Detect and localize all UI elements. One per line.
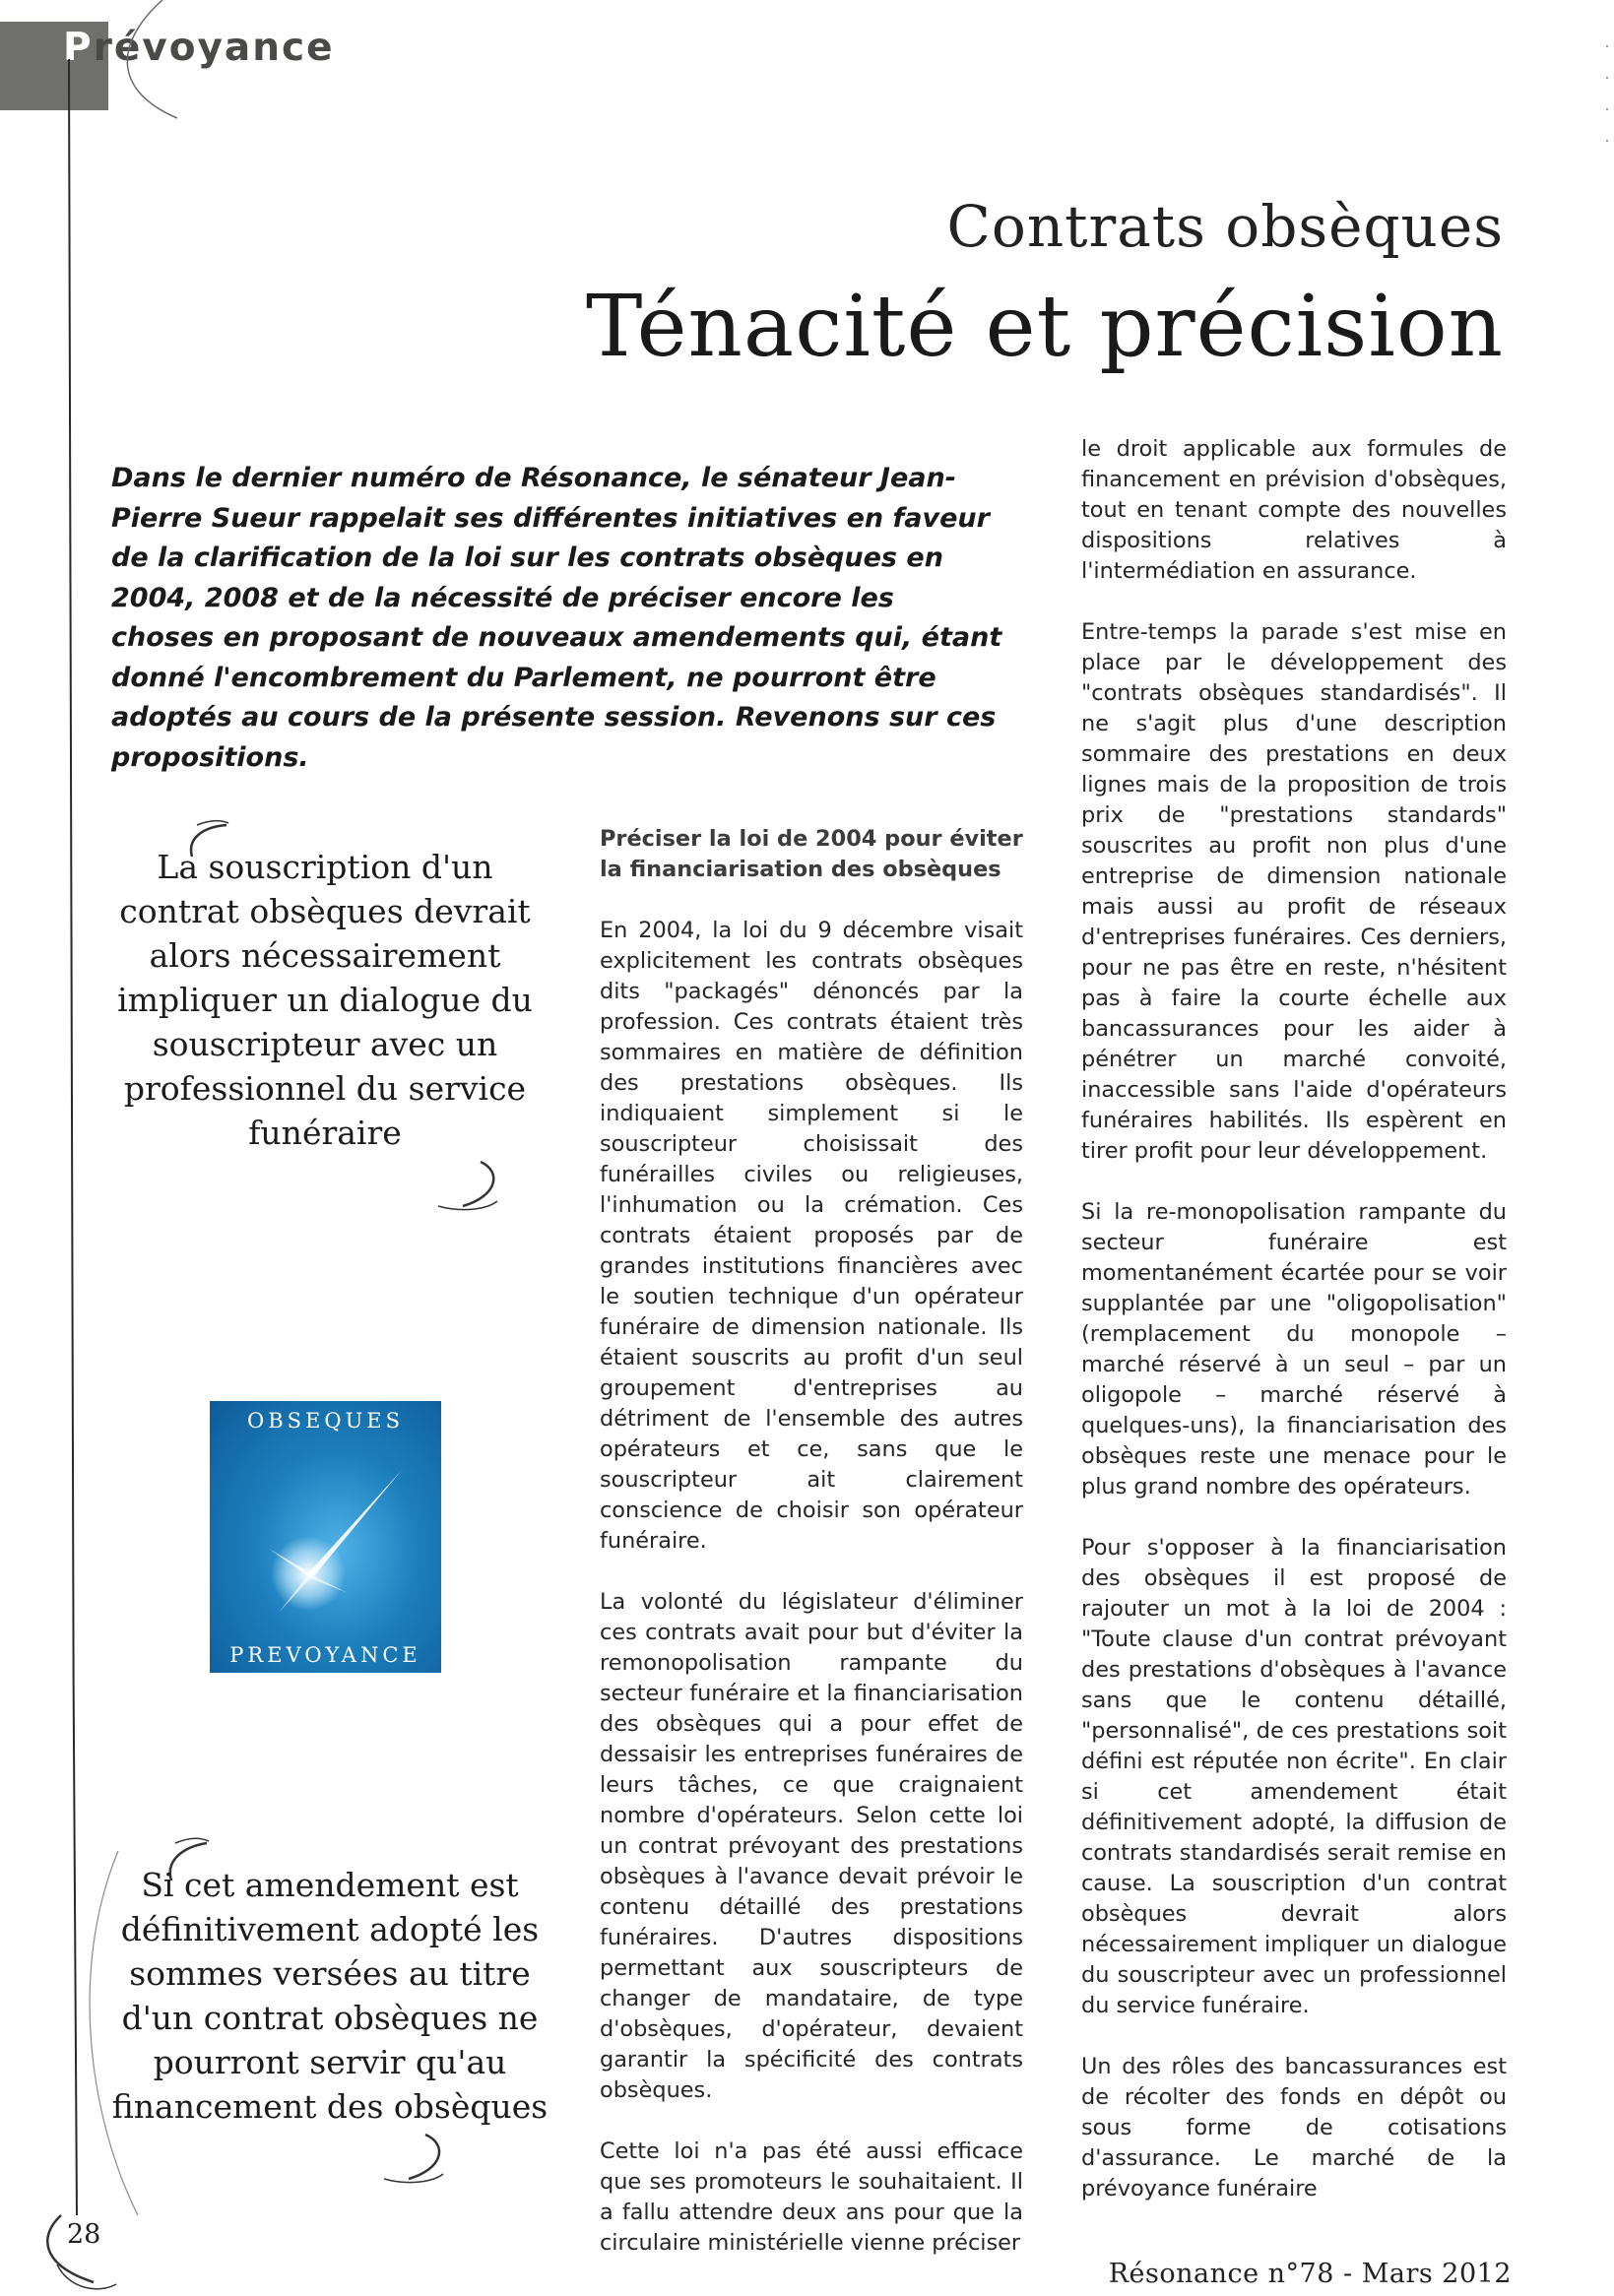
page-number: 28	[67, 2219, 101, 2250]
column-right	[1081, 434, 1507, 2235]
article-title: Ténacité et précision	[585, 278, 1504, 376]
star-burst-icon	[210, 1401, 441, 1673]
section-title	[63, 26, 335, 70]
logo-bottom-text: PREVOYANCE	[229, 1643, 421, 1667]
article-kicker: Contrats obsèques	[946, 193, 1504, 260]
publication-footer: Résonance n°78 - Mars 2012	[1108, 2259, 1512, 2289]
column-right-paragraph-3: Si la re-monopolisation rampante du secteur funéraire est momentanément écartée pour se voir supplantée par une "oligopolisation" (remplacement du monopole – marché réservé à un seul – par un oligopole – marché réservé à quelques-uns), la financiarisation des obsèques reste une menace pour le plus grand nombre des opérateurs.	[1081, 1199, 1507, 1499]
column-middle-paragraph-3: Cette loi n'a pas été aussi efficace que ses promoteurs le souhaitaient. Il a fallu attendre deux ans pour que la circulaire ministérielle vienne préciser	[600, 2138, 1023, 2256]
column-middle	[600, 824, 1023, 2289]
article-lead: Dans le dernier numéro de Résonance, le sénateur Jean-Pierre Sueur rappelait ses différentes initiatives en faveur de la clarification de la loi sur les contrats obsèques en 2004, 2008 et de la nécessité de préciser encore les choses en proposant de nouveaux amendements qui, étant donné l'encombrement du Parlement, ne pourront être adoptés au cours de la présente session. Revenons sur ces propositions.	[111, 463, 1002, 773]
pull-quote-1: La souscription d'un contrat obsèques devrait alors nécessairement impliquer un dialogue du souscripteur avec un professionnel du service funéraire	[117, 848, 533, 1152]
column-middle-paragraph-1: En 2004, la loi du 9 décembre visait explicitement les contrats obsèques dits "packagés" dénoncés par la profession. Ces contrats étaient très sommaires en matière de définition des prestations obsèques. Ils indiquaient simplement si le souscripteur choisissait des funérailles civiles ou religieuses, l'inhumation ou la crémation. Ces contrats étaient proposés par de grandes institutions financières avec le soutien technique d'un opérateur funéraire de dimension nationale. Ils étaient souscrits au profit d'un seul groupement d'entreprises au détriment de l'ensemble des autres opérateurs et ce, sans que le souscripteur ait clairement conscience de choisir son opérateur funéraire.	[600, 918, 1023, 1554]
section-title-rest: révoyance	[93, 26, 335, 70]
section-title-initial: P	[63, 26, 94, 70]
obseques-prevoyance-logo	[210, 1401, 441, 1673]
column-right-paragraph-2: Entre-temps la parade s'est mise en place par le développement des "contrats obsèques standardisés". Il ne s'agit plus d'une description sommaire des prestations en deux lignes mais de la proposition de trois prix de "prestations standards" souscrites au profit non plus d'une entreprise de dimension nationale mais aussi au profit de réseaux d'entreprises funéraires. Ces derniers, pour ne pas être en reste, n'hésitent pas à faire la courte échelle aux bancassurances pour les aider à pénétrer un marché convoité, inaccessible sans l'aide d'opérateurs funéraires habilités. Ils espèrent en tirer profit pour leur développement.	[1081, 619, 1507, 1164]
logo-top-text: OBSEQUES	[247, 1409, 404, 1433]
column-middle-paragraph-2: La volonté du législateur d'éliminer ces contrats avait pour but d'éviter la remonopolisation rampante du secteur funéraire et la financiarisation des obsèques qui a pour effet de dessaisir les entreprises funéraires de leurs tâches, ce que craignaient nombre d'opérateurs. Selon cette loi un contrat prévoyant des prestations obsèques à l'avance devait prévoir le contenu détaillé des prestations funéraires. D'autres dispositions permettant aux souscripteurs de changer de mandataire, de type d'obsèques, d'opérateur, devaient garantir la spécificité des contrats obsèques.	[600, 1589, 1023, 2103]
column-right-paragraph-4: Pour s'opposer à la financiarisation des obsèques il est proposé de rajouter un mot à la loi de 2004 : "Toute clause d'un contrat prévoyant des prestations d'obsèques à l'avance sans que le contenu détaillé, "personnalisé", de ces prestations soit défini est réputée non écrite". En clair si cet amendement était définitivement adopté, la diffusion de contrats standardisés serait remise en cause. La souscription d'un contrat obsèques devrait alors nécessairement impliquer un dialogue du souscripteur avec un professionnel du service funéraire.	[1081, 1535, 1507, 2018]
edge-marks: · · · ·	[1604, 35, 1610, 150]
pull-quote-2: Si cet amendement est définitivement adopté les sommes versées au titre d'un contrat obsèques ne pourront servir qu'au financement des obsèques	[111, 1866, 549, 2126]
column-right-paragraph-1: le droit applicable aux formules de financement en prévision d'obsèques, tout en tenant compte des nouvelles dispositions relatives à l'intermédiation en assurance.	[1081, 436, 1507, 584]
column-subhead: Préciser la loi de 2004 pour éviter la financiarisation des obsèques	[600, 826, 1023, 882]
column-right-paragraph-5: Un des rôles des bancassurances est de récolter des fonds en dépôt ou sous forme de cotisations d'assurance. Le marché de la prévoyance funéraire	[1081, 2054, 1507, 2201]
